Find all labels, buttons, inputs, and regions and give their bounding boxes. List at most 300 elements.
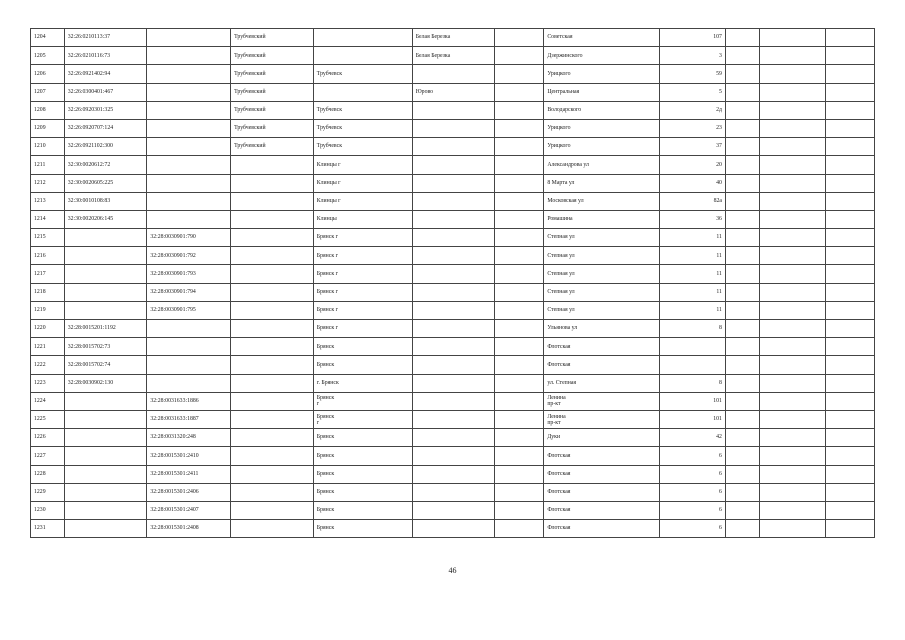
cell-extra-3: [825, 83, 874, 101]
cell-extra-3: [825, 301, 874, 319]
cell-extra-1: [725, 119, 759, 137]
cell-extra-1: [725, 192, 759, 210]
cell-settlement: [412, 501, 495, 519]
cell-district: Трубчевский: [231, 101, 314, 119]
cell-district: Трубчевский: [231, 65, 314, 83]
cell-spacer: [495, 47, 544, 65]
cell-city: Трубчевск: [313, 138, 412, 156]
cell-street: Флотская: [544, 465, 659, 483]
cell-settlement: [412, 229, 495, 247]
cell-extra-1: [725, 410, 759, 428]
cell-cadastral-number-premises: [147, 374, 231, 392]
cell-extra-2: [759, 483, 825, 501]
cell-row-number: 1206: [31, 65, 65, 83]
cell-spacer: [495, 320, 544, 338]
cell-cadastral-number-premises: 32:28:0031633:1886: [147, 392, 231, 410]
cell-cadastral-number-premises: [147, 65, 231, 83]
cell-district: [231, 410, 314, 428]
cell-cadastral-number-building: 32:26:0300401:467: [64, 83, 147, 101]
cell-extra-1: [725, 429, 759, 447]
cell-street: Степная ул: [544, 265, 659, 283]
cell-house-number: 8: [659, 320, 725, 338]
page-number: 46: [448, 566, 457, 575]
cell-street: Ромашина: [544, 210, 659, 228]
cell-row-number: 1223: [31, 374, 65, 392]
cell-district: [231, 501, 314, 519]
cell-extra-3: [825, 101, 874, 119]
cell-cadastral-number-premises: 32:28:0031633:1887: [147, 410, 231, 428]
cell-extra-2: [759, 356, 825, 374]
cell-extra-2: [759, 83, 825, 101]
cell-cadastral-number-premises: [147, 47, 231, 65]
cell-extra-3: [825, 429, 874, 447]
cell-spacer: [495, 247, 544, 265]
cell-spacer: [495, 174, 544, 192]
cell-city: Брянск г: [313, 392, 412, 410]
cell-extra-1: [725, 174, 759, 192]
cell-cadastral-number-premises: [147, 356, 231, 374]
table-row: [31, 301, 875, 319]
cell-city: Клинцы: [313, 210, 412, 228]
cell-house-number: 23: [659, 119, 725, 137]
cell-extra-3: [825, 338, 874, 356]
cell-settlement: [412, 192, 495, 210]
cell-city: Брянск г: [313, 301, 412, 319]
cell-spacer: [495, 119, 544, 137]
cell-extra-1: [725, 447, 759, 465]
cell-district: Трубчевский: [231, 119, 314, 137]
cell-city: Брянск: [313, 356, 412, 374]
cell-house-number: 11: [659, 301, 725, 319]
cell-house-number: 40: [659, 174, 725, 192]
cell-spacer: [495, 392, 544, 410]
cell-district: [231, 483, 314, 501]
cell-row-number: 1222: [31, 356, 65, 374]
cell-house-number: 2д: [659, 101, 725, 119]
cell-cadastral-number-building: [64, 247, 147, 265]
cell-extra-2: [759, 283, 825, 301]
cell-cadastral-number-building: 32:28:0015702:74: [64, 356, 147, 374]
cell-district: [231, 338, 314, 356]
cell-extra-3: [825, 229, 874, 247]
cell-cadastral-number-building: [64, 429, 147, 447]
cell-cadastral-number-premises: [147, 119, 231, 137]
cell-row-number: 1215: [31, 229, 65, 247]
cell-settlement: [412, 247, 495, 265]
cell-extra-1: [725, 156, 759, 174]
cell-house-number: 59: [659, 65, 725, 83]
cell-extra-2: [759, 138, 825, 156]
table-row: [31, 374, 875, 392]
cell-spacer: [495, 83, 544, 101]
cell-spacer: [495, 483, 544, 501]
cell-row-number: 1227: [31, 447, 65, 465]
cell-extra-1: [725, 47, 759, 65]
table-row: [31, 338, 875, 356]
cell-district: Трубчевский: [231, 83, 314, 101]
cell-district: [231, 301, 314, 319]
cell-settlement: Юрово: [412, 83, 495, 101]
cell-settlement: [412, 119, 495, 137]
cell-cadastral-number-building: 32:30:0020605:225: [64, 174, 147, 192]
cell-extra-3: [825, 320, 874, 338]
cell-extra-2: [759, 338, 825, 356]
cell-cadastral-number-premises: [147, 210, 231, 228]
cell-house-number: 6: [659, 520, 725, 538]
cell-cadastral-number-premises: [147, 192, 231, 210]
cell-street: Степная ул: [544, 283, 659, 301]
cell-settlement: [412, 138, 495, 156]
cell-extra-1: [725, 83, 759, 101]
table-row: [31, 283, 875, 301]
cell-house-number: 42: [659, 429, 725, 447]
cell-row-number: 1224: [31, 392, 65, 410]
cell-cadastral-number-building: [64, 465, 147, 483]
cell-settlement: [412, 320, 495, 338]
registry-table-body: [31, 29, 875, 538]
cell-city: г. Брянск: [313, 374, 412, 392]
cell-extra-3: [825, 29, 874, 47]
table-row: [31, 83, 875, 101]
cell-city: Брянск: [313, 483, 412, 501]
cell-extra-2: [759, 119, 825, 137]
table-row: [31, 65, 875, 83]
cell-street: Степная ул: [544, 229, 659, 247]
cell-cadastral-number-building: 32:28:0015201:1192: [64, 320, 147, 338]
cell-extra-1: [725, 301, 759, 319]
cell-row-number: 1210: [31, 138, 65, 156]
cell-settlement: [412, 338, 495, 356]
table-row: [31, 29, 875, 47]
table-row: [31, 520, 875, 538]
cell-extra-2: [759, 320, 825, 338]
cell-street: 8 Марта ул: [544, 174, 659, 192]
cell-cadastral-number-premises: 32:28:0030901:793: [147, 265, 231, 283]
table-row: [31, 119, 875, 137]
cell-extra-2: [759, 301, 825, 319]
cell-row-number: 1212: [31, 174, 65, 192]
cell-cadastral-number-premises: [147, 138, 231, 156]
cell-city: Брянск г: [313, 229, 412, 247]
cell-house-number: 82а: [659, 192, 725, 210]
cell-extra-2: [759, 410, 825, 428]
table-row: [31, 210, 875, 228]
cell-city: Клинцы г: [313, 192, 412, 210]
cell-district: [231, 210, 314, 228]
cell-cadastral-number-premises: 32:28:0031320:248: [147, 429, 231, 447]
cell-extra-3: [825, 501, 874, 519]
table-row: [31, 483, 875, 501]
cell-cadastral-number-premises: 32:28:0030901:795: [147, 301, 231, 319]
cell-row-number: 1207: [31, 83, 65, 101]
cell-settlement: [412, 410, 495, 428]
cell-cadastral-number-building: 32:28:0030902:130: [64, 374, 147, 392]
table-row: [31, 101, 875, 119]
cell-street: Степная ул: [544, 247, 659, 265]
cell-row-number: 1230: [31, 501, 65, 519]
cell-district: [231, 447, 314, 465]
cell-row-number: 1214: [31, 210, 65, 228]
cell-cadastral-number-premises: [147, 320, 231, 338]
cell-cadastral-number-premises: [147, 174, 231, 192]
cell-extra-2: [759, 447, 825, 465]
cell-extra-3: [825, 65, 874, 83]
cell-house-number: 20: [659, 156, 725, 174]
cell-spacer: [495, 301, 544, 319]
cell-extra-2: [759, 156, 825, 174]
cell-city: Трубчевск: [313, 65, 412, 83]
cell-house-number: 11: [659, 265, 725, 283]
cell-cadastral-number-building: [64, 410, 147, 428]
cell-row-number: 1219: [31, 301, 65, 319]
cell-cadastral-number-premises: 32:28:0015301:2408: [147, 520, 231, 538]
cell-extra-1: [725, 65, 759, 83]
cell-cadastral-number-building: [64, 301, 147, 319]
cell-house-number: 6: [659, 447, 725, 465]
cell-house-number: 101: [659, 410, 725, 428]
cell-extra-3: [825, 410, 874, 428]
cell-extra-1: [725, 138, 759, 156]
cell-settlement: [412, 156, 495, 174]
cell-district: [231, 465, 314, 483]
cell-row-number: 1226: [31, 429, 65, 447]
cell-settlement: [412, 65, 495, 83]
cell-city: Брянск: [313, 501, 412, 519]
cell-city: Брянск г: [313, 410, 412, 428]
cell-district: Трубчевский: [231, 29, 314, 47]
cell-house-number: 6: [659, 501, 725, 519]
cell-extra-2: [759, 65, 825, 83]
cell-cadastral-number-building: 32:26:0921102:300: [64, 138, 147, 156]
cell-cadastral-number-premises: 32:28:0015301:2407: [147, 501, 231, 519]
cell-row-number: 1225: [31, 410, 65, 428]
cell-row-number: 1211: [31, 156, 65, 174]
cell-extra-1: [725, 483, 759, 501]
cell-extra-1: [725, 520, 759, 538]
cell-settlement: [412, 356, 495, 374]
table-row: [31, 229, 875, 247]
table-row: [31, 465, 875, 483]
cell-district: [231, 156, 314, 174]
cell-extra-2: [759, 429, 825, 447]
cell-extra-1: [725, 392, 759, 410]
cell-street: Московская ул: [544, 192, 659, 210]
cell-spacer: [495, 501, 544, 519]
cell-spacer: [495, 338, 544, 356]
cell-extra-1: [725, 283, 759, 301]
cell-extra-1: [725, 356, 759, 374]
cell-extra-1: [725, 465, 759, 483]
cell-extra-2: [759, 501, 825, 519]
cell-settlement: [412, 520, 495, 538]
cell-settlement: [412, 265, 495, 283]
cell-city: Брянск г: [313, 283, 412, 301]
cell-city: [313, 29, 412, 47]
cell-settlement: Белая Березка: [412, 29, 495, 47]
cell-cadastral-number-building: 32:28:0015702:73: [64, 338, 147, 356]
cell-settlement: [412, 283, 495, 301]
cell-cadastral-number-premises: [147, 156, 231, 174]
cell-extra-3: [825, 283, 874, 301]
cell-spacer: [495, 65, 544, 83]
cell-spacer: [495, 265, 544, 283]
cell-extra-1: [725, 265, 759, 283]
cell-settlement: [412, 465, 495, 483]
cell-house-number: 107: [659, 29, 725, 47]
cell-house-number: [659, 338, 725, 356]
cell-city: Клинцы г: [313, 174, 412, 192]
cell-city: Брянск г: [313, 247, 412, 265]
cell-street: Дзержинского: [544, 47, 659, 65]
cell-house-number: 36: [659, 210, 725, 228]
cell-cadastral-number-premises: [147, 83, 231, 101]
cell-extra-2: [759, 520, 825, 538]
cell-spacer: [495, 520, 544, 538]
cell-extra-3: [825, 483, 874, 501]
cell-house-number: [659, 356, 725, 374]
cell-cadastral-number-premises: 32:28:0030901:794: [147, 283, 231, 301]
cell-city: [313, 47, 412, 65]
table-row: [31, 320, 875, 338]
cell-street: Урицкого: [544, 119, 659, 137]
cell-cadastral-number-building: [64, 265, 147, 283]
cell-street: Урицкого: [544, 65, 659, 83]
cell-extra-3: [825, 119, 874, 137]
cell-settlement: [412, 392, 495, 410]
cell-city: Трубчевск: [313, 101, 412, 119]
cell-district: Трубчевский: [231, 47, 314, 65]
cell-house-number: 5: [659, 83, 725, 101]
table-row: [31, 265, 875, 283]
cell-extra-1: [725, 29, 759, 47]
cell-district: [231, 229, 314, 247]
cell-extra-3: [825, 265, 874, 283]
cell-row-number: 1231: [31, 520, 65, 538]
cell-spacer: [495, 101, 544, 119]
cell-district: [231, 320, 314, 338]
cell-city: Брянск г: [313, 265, 412, 283]
cell-cadastral-number-premises: [147, 338, 231, 356]
cell-city: Брянск: [313, 447, 412, 465]
cell-extra-3: [825, 374, 874, 392]
cell-district: [231, 429, 314, 447]
cell-cadastral-number-premises: 32:28:0015301:2410: [147, 447, 231, 465]
cell-spacer: [495, 429, 544, 447]
cell-cadastral-number-premises: [147, 101, 231, 119]
cell-street: Советская: [544, 29, 659, 47]
cell-extra-3: [825, 210, 874, 228]
cell-district: [231, 356, 314, 374]
cell-settlement: [412, 483, 495, 501]
cell-cadastral-number-building: [64, 447, 147, 465]
cell-extra-3: [825, 465, 874, 483]
cell-extra-1: [725, 374, 759, 392]
cell-cadastral-number-building: 32:30:0010108:83: [64, 192, 147, 210]
cell-district: Трубчевский: [231, 138, 314, 156]
cell-extra-3: [825, 356, 874, 374]
cell-cadastral-number-building: [64, 520, 147, 538]
table-row: [31, 138, 875, 156]
cell-settlement: [412, 374, 495, 392]
table-row: [31, 192, 875, 210]
cell-district: [231, 374, 314, 392]
cell-street: Флотская: [544, 338, 659, 356]
cell-street: Флотская: [544, 356, 659, 374]
cell-row-number: 1204: [31, 29, 65, 47]
cell-row-number: 1205: [31, 47, 65, 65]
cell-extra-2: [759, 229, 825, 247]
cell-street: Ульянова ул: [544, 320, 659, 338]
cell-district: [231, 265, 314, 283]
cell-extra-2: [759, 374, 825, 392]
cell-extra-3: [825, 138, 874, 156]
cell-house-number: 101: [659, 392, 725, 410]
cell-spacer: [495, 283, 544, 301]
cell-spacer: [495, 465, 544, 483]
cell-row-number: 1221: [31, 338, 65, 356]
cell-cadastral-number-premises: [147, 29, 231, 47]
cell-spacer: [495, 156, 544, 174]
cell-extra-3: [825, 47, 874, 65]
cell-cadastral-number-building: 32:26:0210113:37: [64, 29, 147, 47]
cell-spacer: [495, 374, 544, 392]
cell-row-number: 1208: [31, 101, 65, 119]
cell-cadastral-number-building: [64, 483, 147, 501]
cell-city: Брянск: [313, 520, 412, 538]
cell-extra-2: [759, 192, 825, 210]
cell-row-number: 1209: [31, 119, 65, 137]
cell-spacer: [495, 356, 544, 374]
table-row: [31, 174, 875, 192]
cell-city: Клинцы г: [313, 156, 412, 174]
cell-street: Ленина пр-кт: [544, 392, 659, 410]
cell-cadastral-number-building: [64, 392, 147, 410]
cell-district: [231, 392, 314, 410]
cell-city: Трубчевск: [313, 119, 412, 137]
cell-extra-3: [825, 392, 874, 410]
cell-district: [231, 520, 314, 538]
table-row: [31, 501, 875, 519]
table-row: [31, 47, 875, 65]
cell-street: Дуки: [544, 429, 659, 447]
cell-settlement: [412, 447, 495, 465]
cell-district: [231, 174, 314, 192]
cell-extra-2: [759, 210, 825, 228]
cell-street: Урицкого: [544, 138, 659, 156]
cell-settlement: [412, 174, 495, 192]
cell-street: Флотская: [544, 447, 659, 465]
registry-table: [30, 28, 875, 538]
cell-extra-2: [759, 265, 825, 283]
cell-house-number: 6: [659, 465, 725, 483]
cell-street: Александрова ул: [544, 156, 659, 174]
cell-extra-1: [725, 210, 759, 228]
cell-city: Брянск: [313, 338, 412, 356]
cell-row-number: 1228: [31, 465, 65, 483]
cell-extra-1: [725, 320, 759, 338]
cell-cadastral-number-building: [64, 229, 147, 247]
cell-cadastral-number-building: 32:26:0921402:94: [64, 65, 147, 83]
cell-street: Центральная: [544, 83, 659, 101]
cell-extra-2: [759, 29, 825, 47]
cell-extra-3: [825, 192, 874, 210]
cell-house-number: 11: [659, 283, 725, 301]
cell-spacer: [495, 410, 544, 428]
cell-extra-2: [759, 47, 825, 65]
table-row: [31, 356, 875, 374]
cell-extra-1: [725, 247, 759, 265]
cell-district: [231, 192, 314, 210]
